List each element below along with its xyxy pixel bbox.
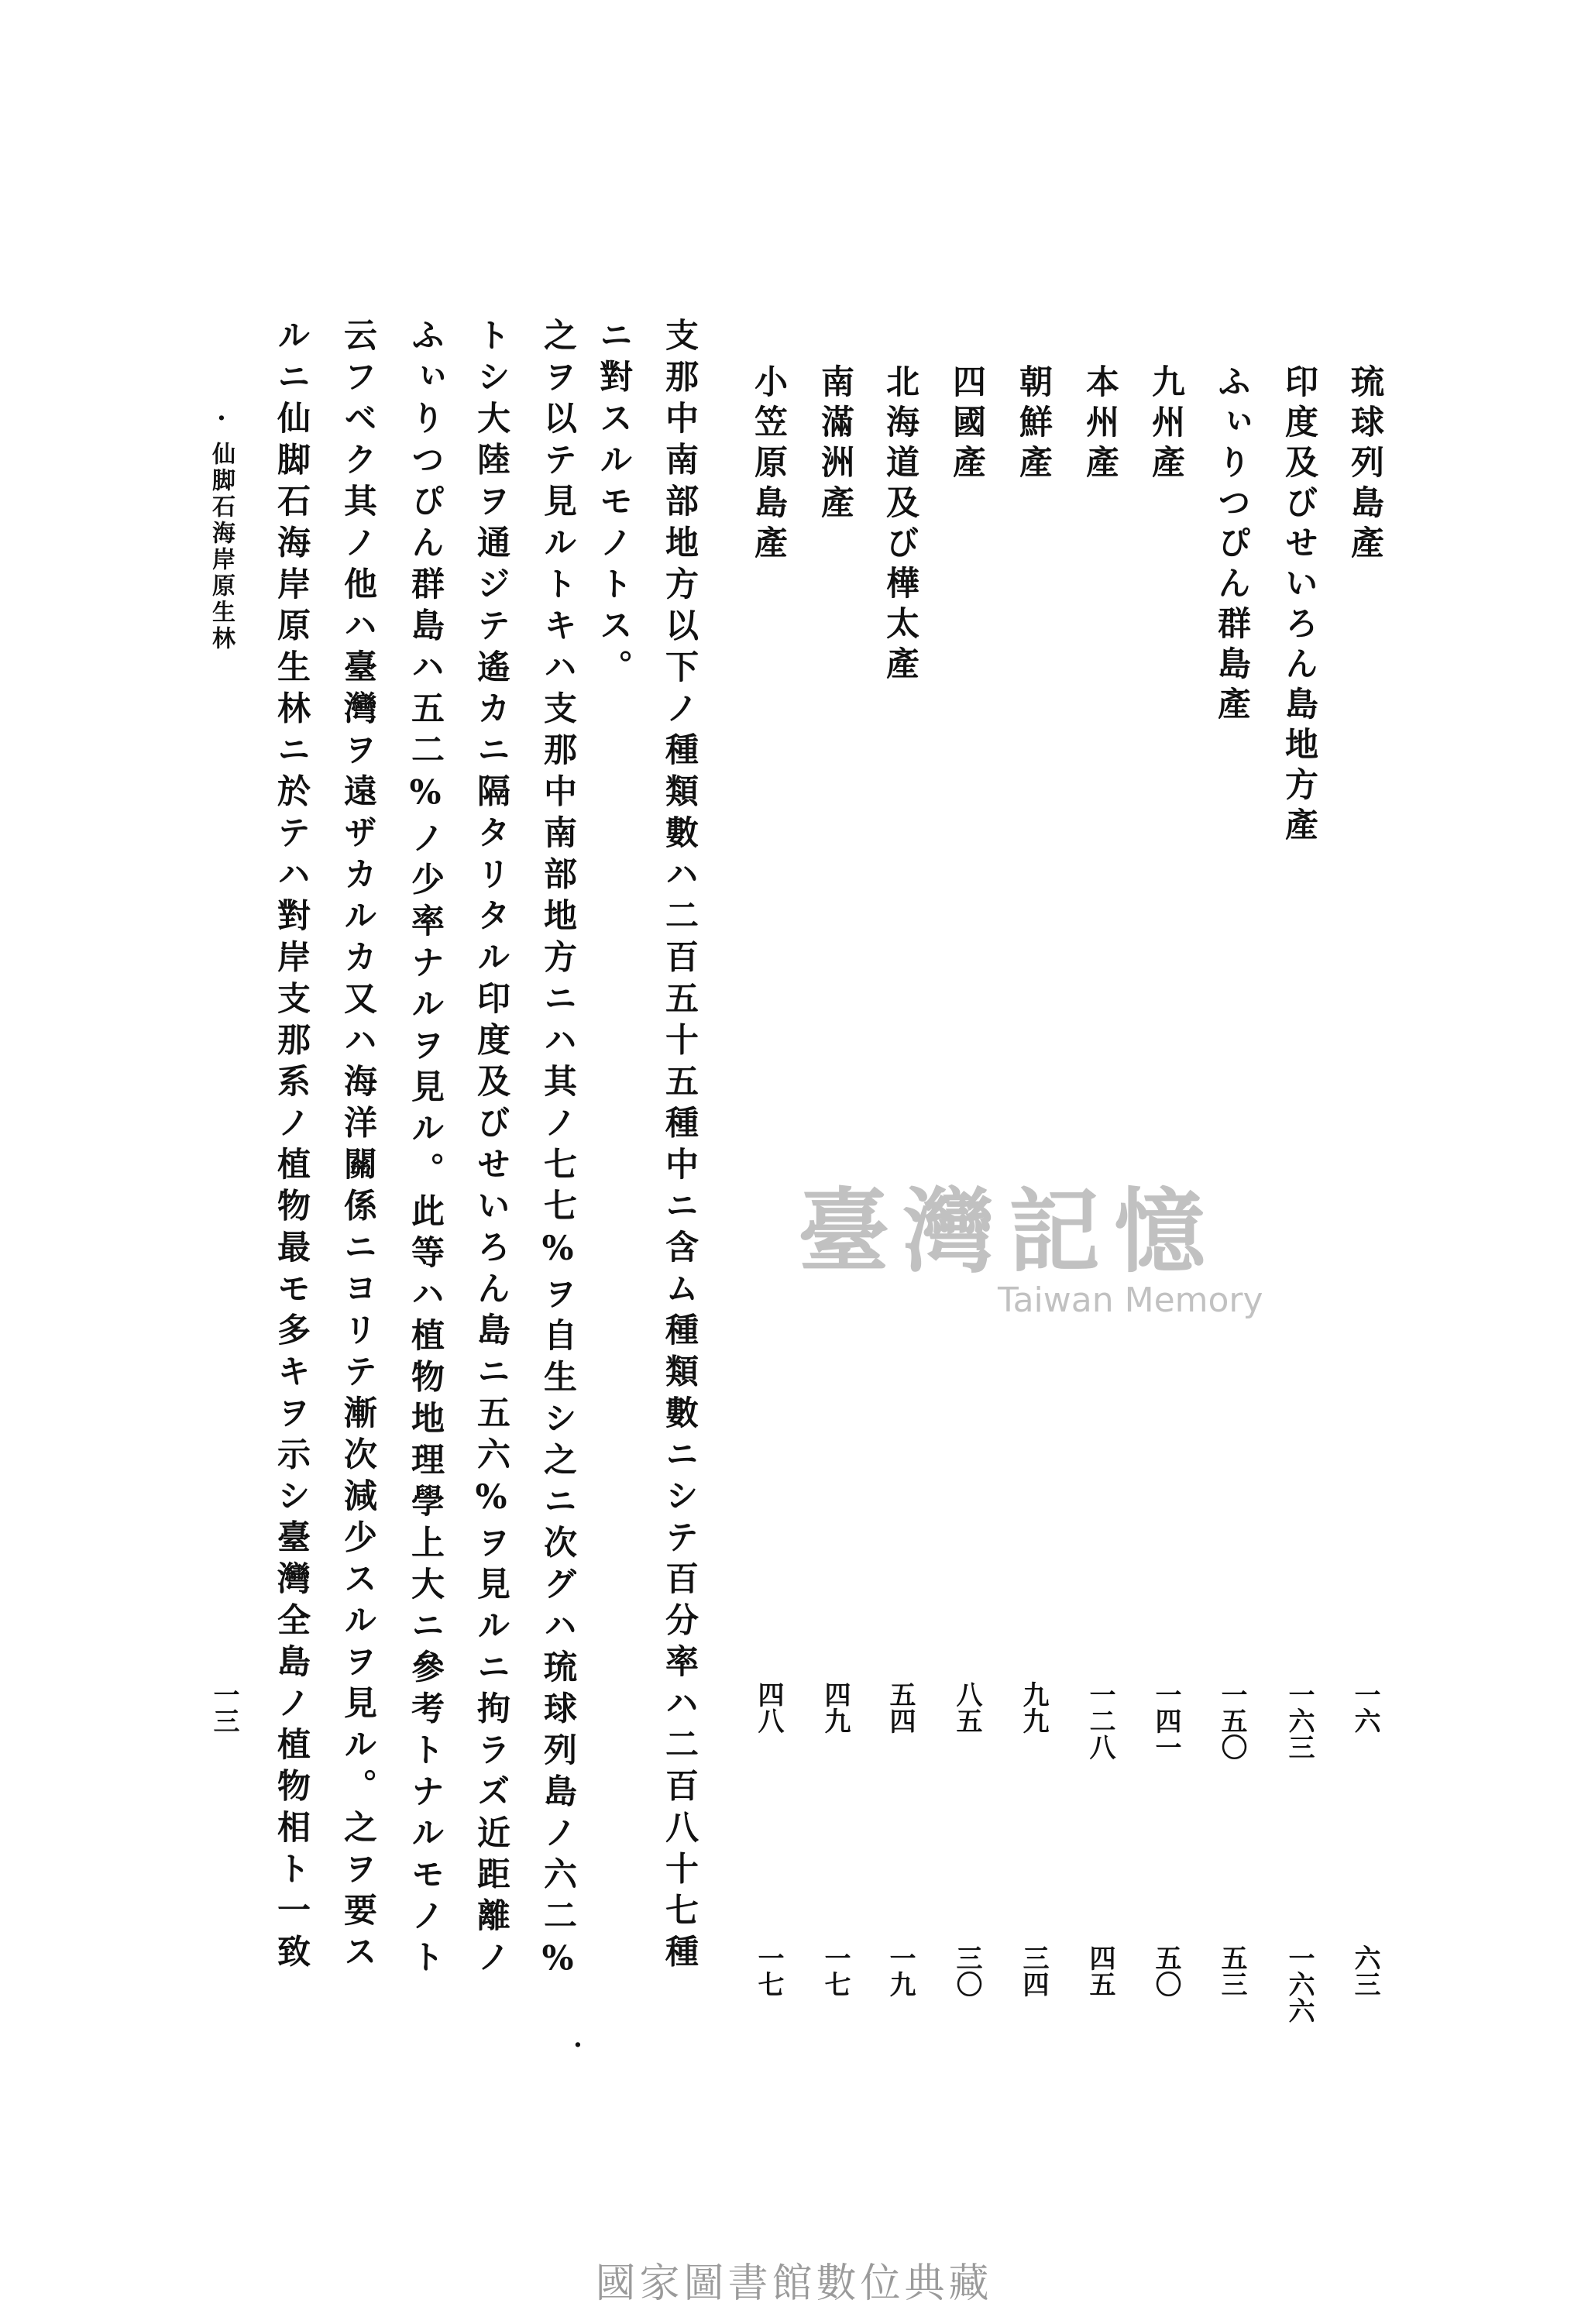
toc-entry-percent: 一七 <box>820 1944 851 1997</box>
toc-entry-count: 一二八 <box>1084 1681 1115 1760</box>
toc-entry-percent: 五三 <box>1216 1944 1247 1997</box>
toc-entry-count: 一四一 <box>1150 1681 1181 1760</box>
toc-entry-percent: 一七 <box>753 1944 784 1997</box>
toc-entry-name: 四國產 <box>947 364 986 485</box>
body-line: ニ對スルモノトス。 <box>594 318 633 691</box>
toc-entry-count: 一六 <box>1349 1681 1380 1734</box>
watermark-logo-text: 臺灣記憶 <box>798 1177 1220 1285</box>
body-line: ルニ仙脚石海岸原生林ニ於テハ對岸支那系ノ植物最モ多キヲ示シ臺灣全島ノ植物相ト一致 <box>272 318 311 1975</box>
toc-entry-count: 四九 <box>820 1681 851 1734</box>
toc-entry-count: 一五〇 <box>1216 1681 1247 1760</box>
toc-entry-name: ふぃりつぴん群島產 <box>1212 364 1251 727</box>
toc-entry-count: 一六三 <box>1284 1681 1315 1760</box>
toc-entry-name: 南滿洲產 <box>816 364 854 525</box>
toc-entry-name: 九州產 <box>1146 364 1185 485</box>
toc-entry-percent: 五〇 <box>1150 1944 1181 1997</box>
toc-entry-percent: 三四 <box>1018 1944 1049 1997</box>
toc-entry-name: 琉球列島產 <box>1346 364 1384 566</box>
toc-entry-name: 印度及びせいろん島地方產 <box>1280 364 1318 847</box>
toc-entry-percent: 三〇 <box>951 1944 982 1997</box>
toc-entry-percent: 六三 <box>1349 1944 1380 1997</box>
toc-entry-count: 四八 <box>753 1681 784 1734</box>
body-line: 支那中南部地方以下ノ種類數ハ二百五十五種中ニ含ム種類數ニシテ百分率ハ二百八十七種 <box>660 318 699 1975</box>
toc-entry-name: 朝鮮產 <box>1014 364 1053 485</box>
watermark <box>798 1158 1278 1336</box>
body-line: 云フベク其ノ他ハ臺灣ヲ遠ザカルカ又ハ海洋關係ニヨリテ漸次減少スルヲ見ル。之ヲ要ス <box>339 318 377 1975</box>
decorative-dot: · <box>573 2030 583 2061</box>
archive-footer: 國家圖書館數位典藏 <box>595 2260 993 2307</box>
body-line: 之ヲ以テ見ルトキハ支那中南部地方ニハ其ノ七七%ヲ自生シ之ニ次グハ琉球列島ノ六二% <box>538 318 577 1986</box>
toc-entry-count: 八五 <box>951 1681 982 1734</box>
page-number: 一三 <box>208 1681 239 1734</box>
toc-entry-count: 九九 <box>1018 1681 1049 1734</box>
toc-entry-percent: 四五 <box>1084 1944 1115 1997</box>
watermark-subtitle: Taiwan Memory <box>998 1281 1263 1320</box>
decorative-dot: · <box>217 403 226 434</box>
toc-entry-name: 北海道及び樺太產 <box>881 364 919 686</box>
toc-entry-count: 五四 <box>885 1681 916 1734</box>
toc-entry-name: 小笠原島產 <box>749 364 788 566</box>
toc-entry-percent: 一六六 <box>1284 1944 1315 2023</box>
toc-entry-percent: 一九 <box>885 1944 916 1997</box>
running-title: 仙脚石海岸原生林 <box>208 442 235 652</box>
body-line: トシ大陸ヲ通ジテ遙カニ隔タリタル印度及びせいろん島ニ五六%ヲ見ルニ拘ラズ近距離ノ <box>472 318 510 1981</box>
toc-entry-name: 本州產 <box>1081 364 1119 485</box>
body-line: ふぃりつぴん群島ハ五二%ノ少率ナルヲ見ル。此等ハ植物地理學上大ニ參考トナルモノト <box>406 318 445 1981</box>
